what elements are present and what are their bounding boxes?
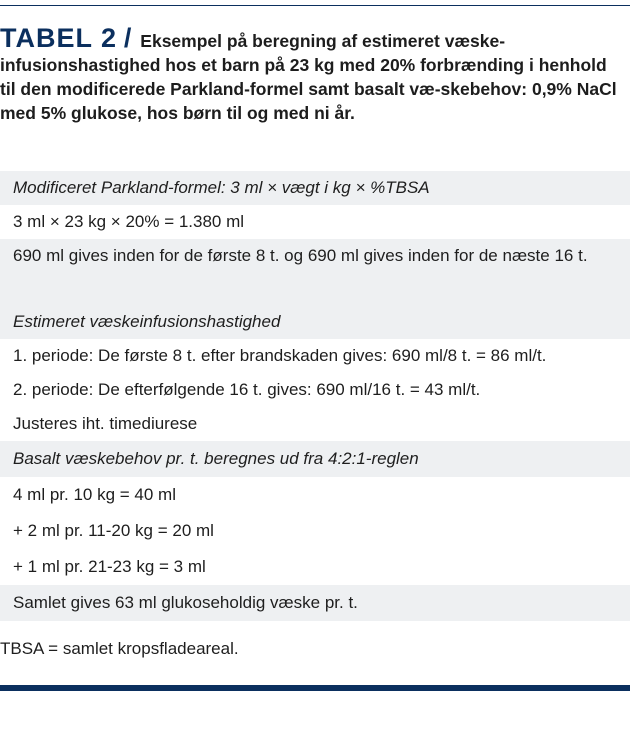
table-body: [0, 171, 630, 621]
table-row-basal-total: Samlet gives 63 ml glukoseholdig væske pr. t.: [0, 585, 630, 621]
table-row-period-2: 2. periode: De efterfølgende 16 t. gives: 690 ml/16 t. = 43 ml/t.: [13, 380, 481, 399]
table-row-basal-step-1: 4 ml pr. 10 kg = 40 ml: [13, 485, 176, 504]
table-row-formula-header: Modificeret Parkland-formel: 3 ml × vægt i kg × %TBSA: [0, 171, 630, 205]
caption-separator: /: [123, 23, 132, 53]
table-row-basal-step-2: + 2 ml pr. 11-20 kg = 20 ml: [13, 521, 214, 540]
table-row-total-calculation: 3 ml × 23 kg × 20% = 1.380 ml: [13, 212, 245, 231]
table-row-period-1: 1. periode: De første 8 t. efter brandskaden gives: 690 ml/8 t. = 86 ml/t.: [13, 346, 547, 365]
table-caption: [0, 23, 625, 125]
table-row-basal-header: Basalt væskebehov pr. t. beregnes ud fra 4:2:1-reglen: [0, 441, 630, 477]
table-row-adjust: Justeres iht. timediurese: [13, 414, 198, 433]
table-label: TABEL 2: [0, 23, 118, 53]
table-row-rate-header: Estimeret væskeinfusionshastighed: [0, 305, 630, 339]
bottom-rule: [0, 685, 630, 691]
table-footnote: TBSA = samlet kropsfladeareal.: [0, 639, 239, 658]
caption-text: Eksempel på beregning af estimeret væske-infusionshastighed hos et barn på 23 kg med 20% forbrænding i henhold til den modificerede Parkland-formel samt basalt væ-skebehov: 0,9% NaCl med 5% glukose, hos børn til og med ni år.: [0, 31, 617, 123]
top-rule: [0, 5, 630, 6]
table-row-distribution: 690 ml gives inden for de første 8 t. og 690 ml gives inden for de næste 16 t.: [0, 239, 630, 305]
table-row-basal-step-3: + 1 ml pr. 21-23 kg = 3 ml: [13, 557, 206, 576]
